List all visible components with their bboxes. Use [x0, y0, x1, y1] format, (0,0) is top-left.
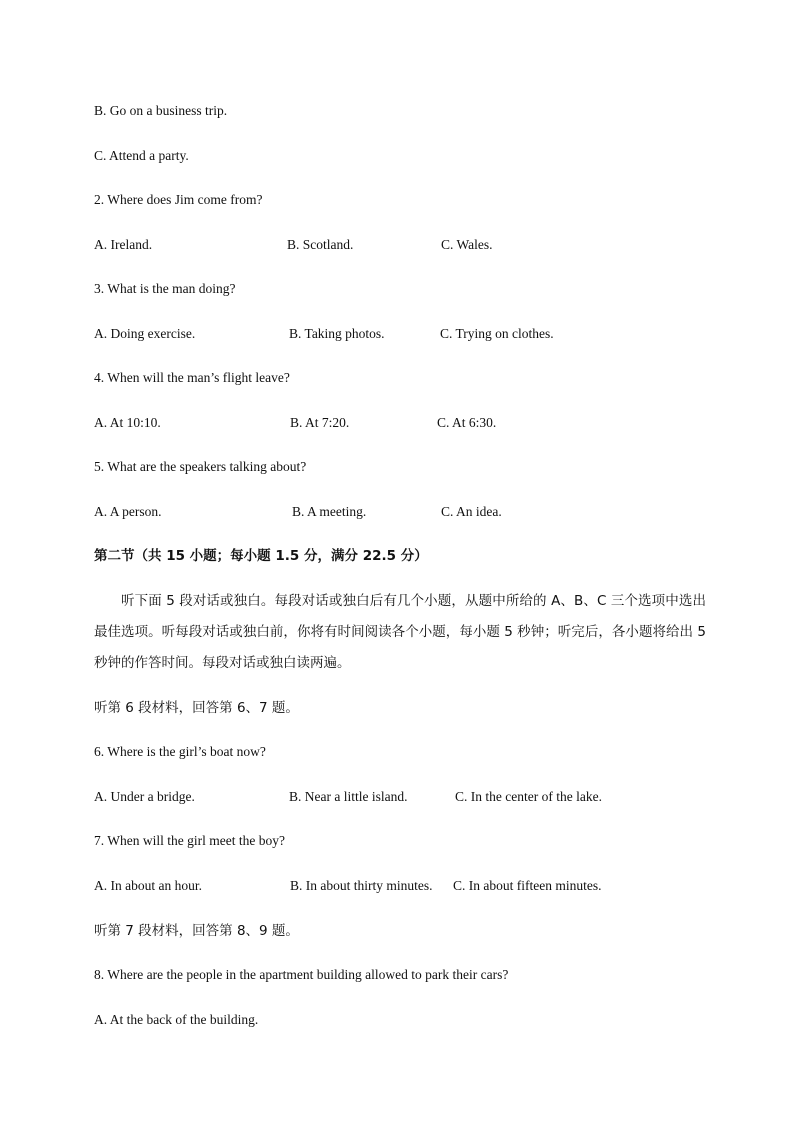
- q5-option-c: C. An idea.: [441, 504, 502, 519]
- q2-option-c: C. Wales.: [441, 237, 493, 252]
- q5-question: 5. What are the speakers talking about?: [94, 459, 307, 474]
- q2-question: 2. Where does Jim come from?: [94, 192, 263, 207]
- q6-question: 6. Where is the girl’s boat now?: [94, 744, 266, 759]
- q2-option-a: A. Ireland.: [94, 237, 153, 252]
- q6-option-c: C. In the center of the lake.: [455, 789, 602, 804]
- q3-option-c: C. Trying on clothes.: [440, 326, 554, 341]
- q3-option-a: A. Doing exercise.: [94, 326, 196, 341]
- q7-question: 7. When will the girl meet the boy?: [94, 833, 285, 848]
- material-7-label: 听第 7 段材料，回答第 8、9 题。: [94, 923, 299, 939]
- q1-option-c: C. Attend a party.: [94, 148, 189, 163]
- q3-option-b: B. Taking photos.: [289, 326, 385, 341]
- section-heading: 第二节（共 15 小题；每小题 1.5 分，满分 22.5 分）: [94, 548, 428, 564]
- q8-question: 8. Where are the people in the apartment building allowed to park their cars?: [94, 967, 509, 982]
- q4-option-a: A. At 10:10.: [94, 415, 161, 430]
- q4-option-b: B. At 7:20.: [290, 415, 350, 430]
- q2-option-b: B. Scotland.: [287, 237, 354, 252]
- q5-option-b: B. A meeting.: [292, 504, 367, 519]
- material-6-label: 听第 6 段材料，回答第 6、7 题。: [94, 700, 299, 716]
- q7-option-c: C. In about fifteen minutes.: [453, 878, 602, 893]
- q3-question: 3. What is the man doing?: [94, 281, 236, 296]
- q8-option-a: A. At the back of the building.: [94, 1012, 259, 1027]
- q6-option-b: B. Near a little island.: [289, 789, 408, 804]
- section-instructions: 听下面 5 段对话或独白。每段对话或独白后有几个小题，从题中所给的 A、B、C 三个选项中选出最佳选项。听每段对话或独白前，你将有时间阅读各个小题，每小题 5 秒钟；听完后，各小题将给出 5 秒钟的作答时间。每段对话或独白读两遍。: [94, 593, 706, 671]
- q1-option-b: B. Go on a business trip.: [94, 103, 228, 118]
- q5-option-a: A. A person.: [94, 504, 162, 519]
- q4-question: 4. When will the man’s flight leave?: [94, 370, 290, 385]
- q7-option-a: A. In about an hour.: [94, 878, 202, 893]
- q7-option-b: B. In about thirty minutes.: [290, 878, 433, 893]
- q4-option-c: C. At 6:30.: [437, 415, 497, 430]
- q6-option-a: A. Under a bridge.: [94, 789, 195, 804]
